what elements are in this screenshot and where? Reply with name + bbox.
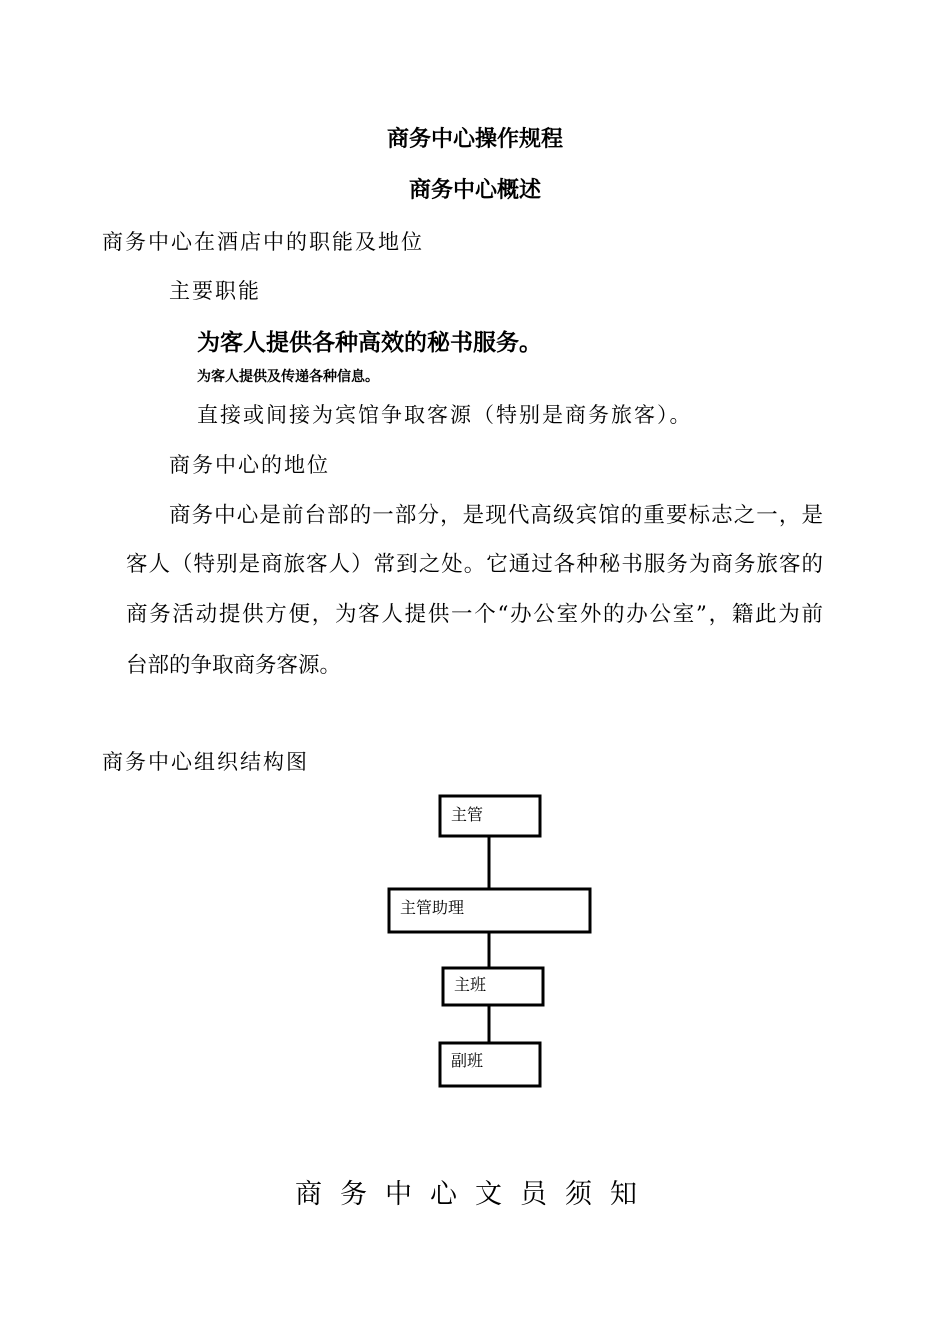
footer-title: 商务中心文员须知	[295, 1179, 655, 1210]
section-title: 商务中心概述	[408, 177, 541, 203]
function-item-secretarial: 为客人提供各种高效的秘书服务。	[197, 330, 542, 356]
status-paragraph-line: 客人（特别是商旅客人）常到之处。它通过各种秘书服务为商务旅客的	[126, 552, 823, 577]
function-item-customer-source: 直接或间接为宾馆争取客源（特别是商务旅客）。	[197, 403, 693, 427]
function-item-information: 为客人提供及传递各种信息。	[197, 369, 379, 385]
org-node-assistant-supervisor-label: 主管助理	[400, 898, 465, 917]
org-node-supervisor-label: 主管	[451, 805, 484, 824]
status-paragraph-line: 台部的争取商务客源。	[126, 653, 342, 678]
status-paragraph-line: 商务活动提供方便，为客人提供一个“办公室外的办公室”，籍此为前	[126, 602, 823, 627]
org-node-shift-lead-label: 主班	[454, 975, 487, 994]
subheading-main-functions: 主要职能	[169, 279, 261, 303]
org-node-deputy-shift-label: 副班	[451, 1051, 484, 1070]
heading-org-chart: 商务中心组织结构图	[102, 750, 309, 774]
status-paragraph-line: 商务中心是前台部的一部分，是现代高级宾馆的重要标志之一，是	[169, 503, 823, 528]
heading-functions-and-status: 商务中心在酒店中的职能及地位	[102, 230, 424, 254]
document-title: 商务中心操作规程	[386, 126, 563, 152]
subheading-status: 商务中心的地位	[169, 453, 330, 477]
